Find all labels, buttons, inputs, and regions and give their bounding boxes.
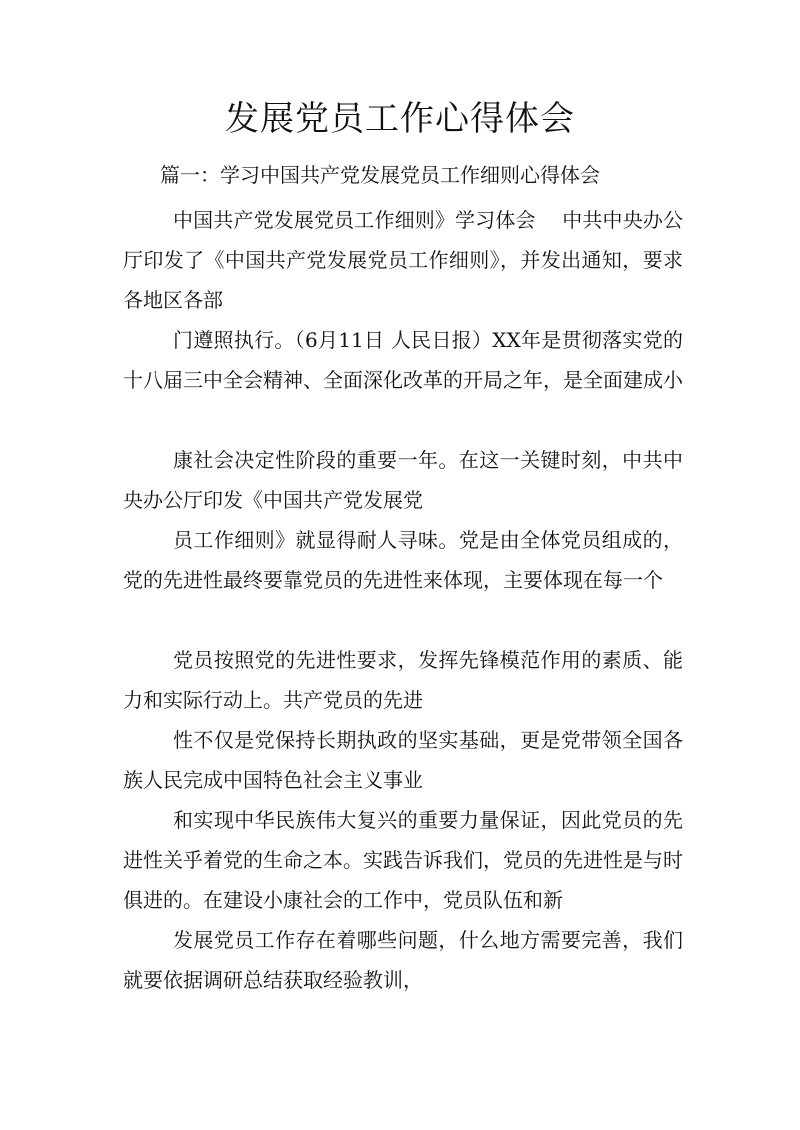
body-paragraph-4: 员工作细则》就显得耐人寻味。党是由全体党员组成的，党的先进性最终要靠党员的先进性来体现，主要体现在每一个 [123, 528, 683, 592]
body-paragraph-1: 中国共产党发展党员工作细则》学习体会 中共中央办公厅印发了《中国共产党发展党员工作细则》，并发出通知，要求各地区各部 [123, 208, 683, 312]
document-title: 发展党员工作心得体会 [225, 99, 575, 139]
body-paragraph-8: 发展党员工作存在着哪些问题，什么地方需要完善，我们就要依据调研总结获取经验教训， [123, 928, 683, 992]
body-paragraph-3: 康社会决定性阶段的重要一年。在这一关键时刻，中共中央办公厅印发《中国共产党发展党 [123, 448, 683, 512]
body-paragraph-5: 党员按照党的先进性要求，发挥先锋模范作用的素质、能力和实际行动上。共产党员的先进 [123, 648, 683, 712]
document-subtitle: 篇一：学习中国共产党发展党员工作细则心得体会 [160, 163, 600, 187]
body-paragraph-6: 性不仅是党保持长期执政的坚实基础，更是党带领全国各族人民完成中国特色社会主义事业 [123, 728, 683, 792]
body-paragraph-7: 和实现中华民族伟大复兴的重要力量保证，因此党员的先进性关乎着党的生命之本。实践告诉我们，党员的先进性是与时俱进的。在建设小康社会的工作中，党员队伍和新 [123, 808, 683, 912]
body-paragraph-2: 门遵照执行。（6月11日 人民日报）XX年是贯彻落实党的十八届三中全会精神、全面深化改革的开局之年，是全面建成小 [123, 328, 683, 392]
